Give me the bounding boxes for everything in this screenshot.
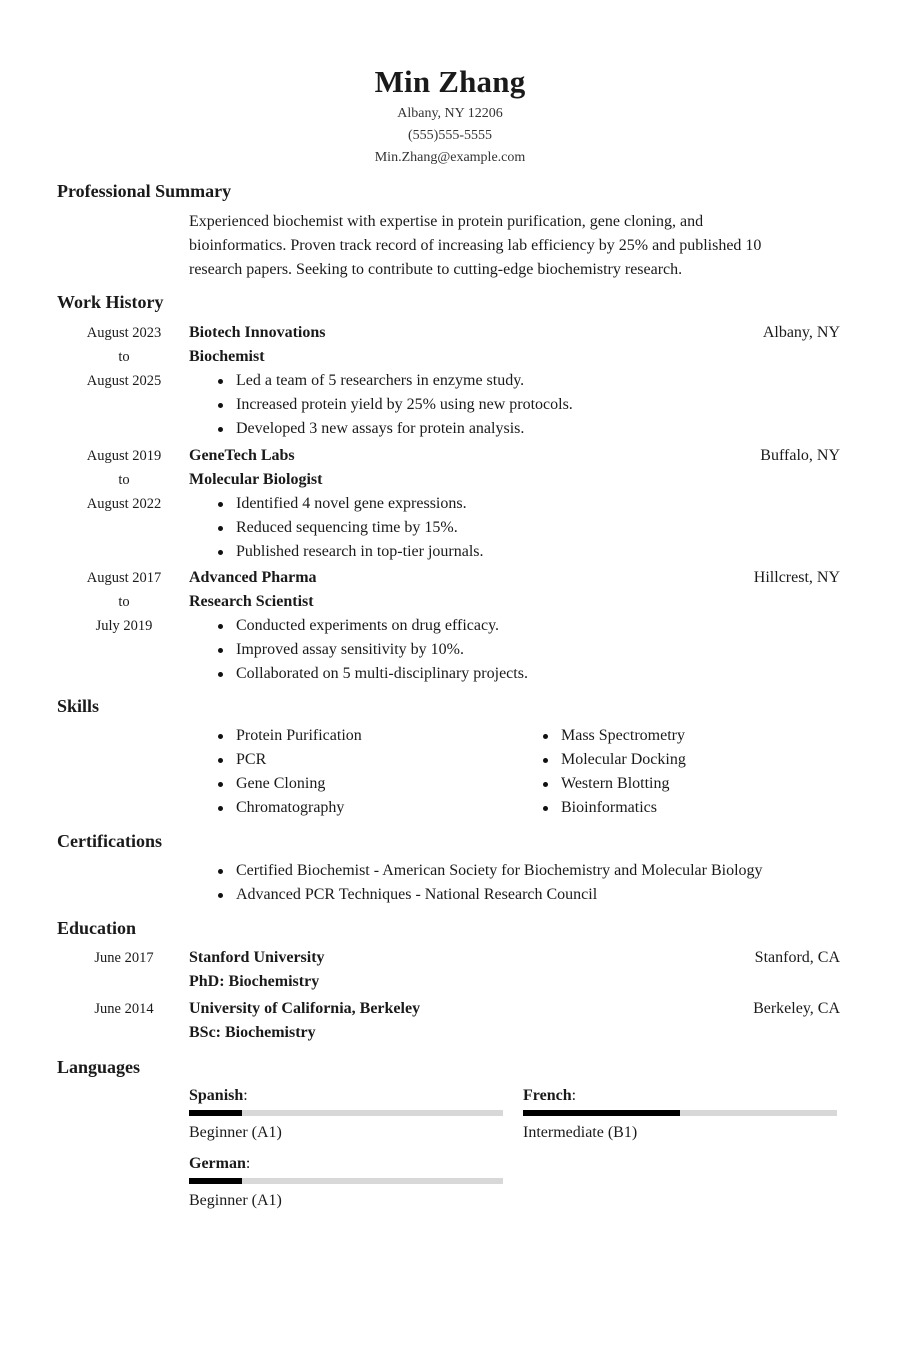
language-name-row [189,1085,503,1107]
language-item [189,1153,503,1212]
job-bullet: Collaborated on 5 multi-disciplinary projects. [189,662,528,686]
candidate-name: Min Zhang [374,64,526,99]
education-degree: PhD: Biochemistry [189,973,320,990]
job-end-date: August 2025 [86,373,162,389]
education-location: Berkeley, CA [753,1000,840,1017]
language-item [189,1085,503,1144]
skill-item: Chromatography [189,796,362,820]
language-item [523,1085,837,1144]
section-title-summary: Professional Summary [57,181,232,201]
skill-item: Gene Cloning [189,772,362,796]
job-end-date: July 2019 [95,618,153,634]
job-dates [60,566,188,638]
language-proficiency-fill [523,1110,680,1116]
skill-item: Protein Purification [189,724,362,748]
language-proficiency-fill [189,1110,242,1116]
language-proficiency-bar [189,1178,503,1184]
summary-line: Experienced biochemist with expertise in protein purification, gene cloning, and [189,213,704,230]
language-name: German [189,1155,246,1172]
job-bullet: Increased protein yield by 25% using new protocols. [189,393,573,417]
education-date: June 2017 [94,950,154,966]
job-company: Advanced Pharma [189,569,317,586]
job-bullets [189,369,573,441]
education-school: Stanford University [189,949,325,966]
certifications-list [189,859,763,907]
language-name: Spanish [189,1087,244,1104]
certification-item: Certified Biochemist - American Society for Biochemistry and Molecular Biology [189,859,763,883]
language-colon: : [245,1155,251,1172]
contact-email: Min.Zhang@example.com [374,150,526,165]
job-bullet: Reduced sequencing time by 15%. [189,516,484,540]
section-title-certifications: Certifications [57,831,162,851]
job-bullets [189,614,528,686]
job-bullet: Published research in top-tier journals. [189,540,484,564]
education-school: University of California, Berkeley [189,1000,421,1017]
job-company: GeneTech Labs [189,447,295,464]
language-colon: : [571,1087,577,1104]
job-date-separator: to [118,349,130,365]
summary-line: bioinformatics. Proven track record of increasing lab efficiency by 25% and published 10 [189,237,762,254]
job-end-date: August 2022 [86,496,162,512]
job-start-date: August 2017 [86,570,162,586]
summary-line: research papers. Seeking to contribute to cutting-edge biochemistry research. [189,261,683,278]
language-level: Intermediate (B1) [523,1124,638,1141]
education-degree: BSc: Biochemistry [189,1024,316,1041]
education-date: June 2014 [94,1001,154,1017]
job-bullet: Identified 4 novel gene expressions. [189,492,484,516]
job-bullets [189,492,484,564]
job-start-date: August 2019 [86,448,162,464]
job-title: Biochemist [189,348,265,365]
job-bullet: Improved assay sensitivity by 10%. [189,638,528,662]
job-bullet: Conducted experiments on drug efficacy. [189,614,528,638]
summary-text [189,210,839,282]
job-location: Buffalo, NY [760,447,840,464]
job-dates [60,444,188,516]
skill-item: PCR [189,748,362,772]
language-name-row [523,1085,837,1107]
language-name-row [189,1153,503,1175]
skills-list-right [514,724,686,820]
job-date-separator: to [118,472,130,488]
job-company: Biotech Innovations [189,324,326,341]
skill-item: Molecular Docking [514,748,686,772]
language-proficiency-bar [523,1110,837,1116]
job-location: Albany, NY [762,324,840,341]
job-location: Hillcrest, NY [753,569,840,586]
language-proficiency-fill [189,1178,242,1184]
language-level: Beginner (A1) [189,1124,282,1141]
certification-item: Advanced PCR Techniques - National Research Council [189,883,763,907]
section-title-work-history: Work History [57,292,164,312]
job-start-date: August 2023 [86,325,162,341]
skills-list-left [189,724,362,820]
language-level: Beginner (A1) [189,1192,282,1209]
job-bullet: Developed 3 new assays for protein analysis. [189,417,573,441]
language-proficiency-bar [189,1110,503,1116]
skill-item: Mass Spectrometry [514,724,686,748]
job-title: Molecular Biologist [189,471,323,488]
skill-item: Bioinformatics [514,796,686,820]
language-colon: : [243,1087,248,1104]
education-location: Stanford, CA [754,949,840,966]
section-title-skills: Skills [57,696,100,716]
contact-address: Albany, NY 12206 [397,106,503,121]
job-date-separator: to [118,594,130,610]
language-name: French [523,1087,572,1104]
contact-phone: (555)555-5555 [408,128,492,143]
section-title-languages: Languages [57,1057,141,1077]
job-bullet: Led a team of 5 researchers in enzyme study. [189,369,573,393]
section-title-education: Education [57,918,137,938]
job-title: Research Scientist [189,593,314,610]
skill-item: Western Blotting [514,772,686,796]
job-dates [60,321,188,393]
